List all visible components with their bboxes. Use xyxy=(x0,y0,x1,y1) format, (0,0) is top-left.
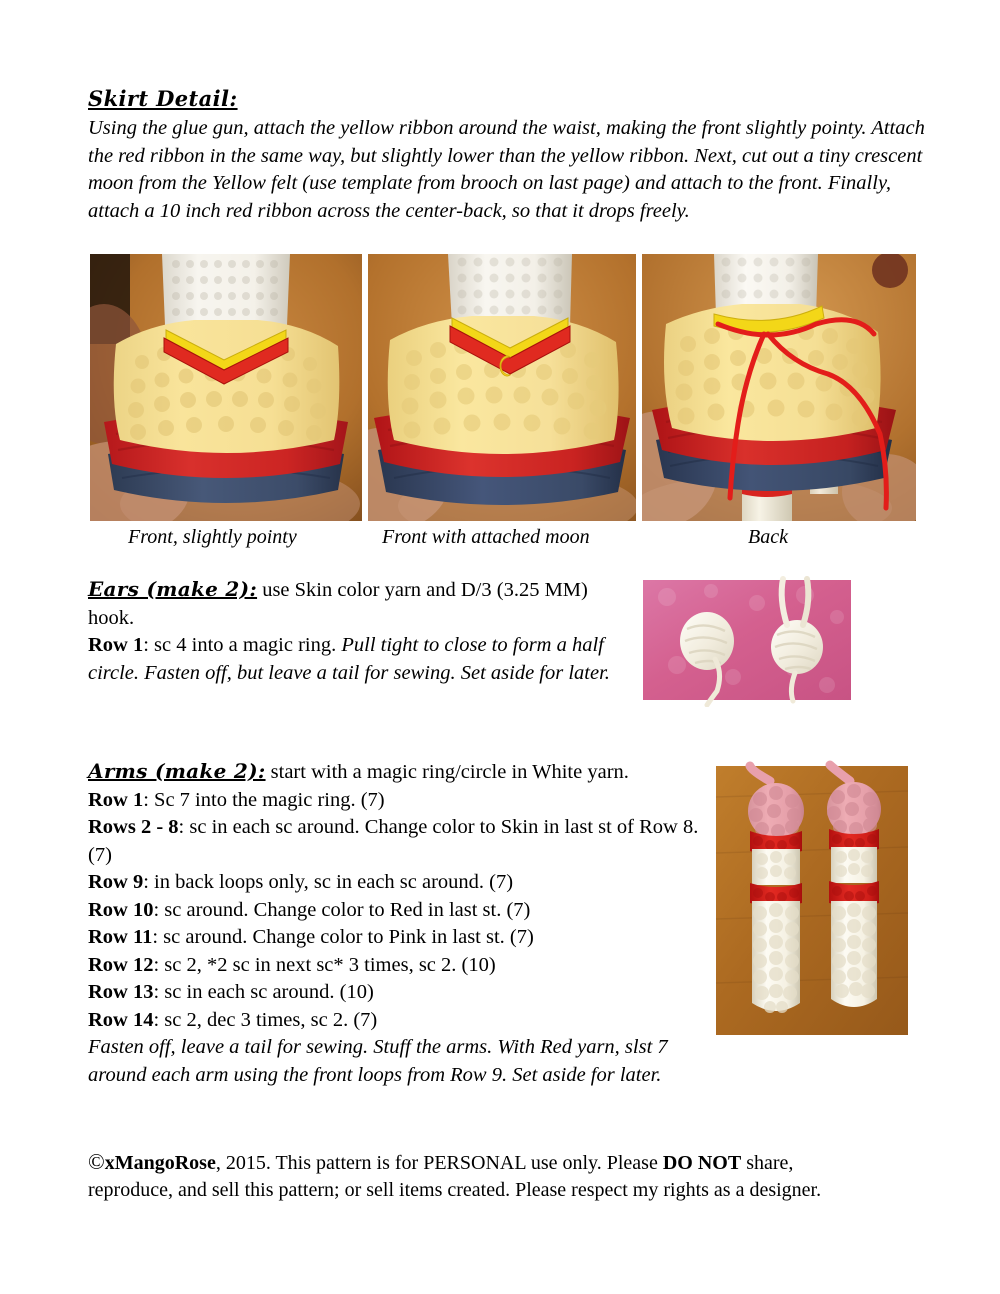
ears-photo xyxy=(637,573,917,707)
skirt-back-photo xyxy=(642,254,916,521)
arms-intro-text: start with a magic ring/circle in White yarn. xyxy=(265,761,629,783)
arms-row-label: Row 13 xyxy=(88,981,154,1003)
skirt-photo-captions xyxy=(90,526,950,554)
do-not-emphasis: DO NOT xyxy=(662,1152,742,1174)
arms-row-text: : sc 2, *2 sc in next sc* 3 times, sc 2. (10) xyxy=(153,953,496,976)
arms-photo xyxy=(712,757,915,1042)
arms-row-label: Row 12 xyxy=(88,953,154,976)
arms-row xyxy=(88,1007,713,1035)
arms-row xyxy=(88,787,713,815)
skirt-photo-row xyxy=(90,254,916,521)
skirt-front-photo xyxy=(90,254,362,521)
arms-row xyxy=(88,814,713,869)
copyright-footer xyxy=(88,1148,908,1204)
arms-row-text: : Sc 7 into the magic ring. (7) xyxy=(143,788,385,811)
arms-row-text: : sc around. Change color to Pink in last st. (7) xyxy=(152,926,534,948)
ears-section xyxy=(88,576,628,687)
ears-row-1-normal: : sc 4 into a magic ring. xyxy=(143,634,342,656)
copyright-line-1 xyxy=(88,1148,908,1177)
copyright-icon: © xyxy=(88,1149,105,1174)
arms-row-text: : sc 2, dec 3 times, sc 2. (7) xyxy=(153,1008,378,1031)
copyright-line-2: reproduce, and sell this pattern; or sell items created. Please respect my rights as a designer. xyxy=(88,1179,822,1201)
skirt-detail-section xyxy=(88,86,948,225)
ears-row-1 xyxy=(88,632,628,687)
author-name: xMangoRose xyxy=(104,1152,216,1174)
ears-intro-text: use Skin color yarn and D/3 (3.25 MM) hook. xyxy=(88,579,588,629)
arms-row-label: Rows 2 - 8 xyxy=(88,816,179,838)
arms-closing-paragraph: Fasten off, leave a tail for sewing. Stuff the arms. With Red yarn, slst 7 around each arm using the front loops from Row 9. Set aside for later. xyxy=(88,1036,668,1086)
arms-row-text: : sc around. Change color to Red in last st. (7) xyxy=(153,898,531,921)
arms-row xyxy=(88,979,713,1007)
arms-row xyxy=(88,897,713,925)
copyright-text-part-1: , 2015. This pattern is for PERSONAL use only. Please xyxy=(215,1152,663,1174)
arms-row-label: Row 14 xyxy=(88,1008,154,1031)
caption-front-moon: Front with attached moon xyxy=(382,526,590,548)
arms-row xyxy=(88,869,713,897)
arms-row xyxy=(88,924,713,952)
arms-heading: Arms (make 2): xyxy=(88,759,266,783)
arms-row-label: Row 9 xyxy=(88,871,144,893)
arms-row-text: : sc in each sc around. (10) xyxy=(153,981,374,1003)
arms-row xyxy=(88,952,713,980)
caption-back: Back xyxy=(748,526,788,548)
arms-row-label: Row 11 xyxy=(88,926,153,948)
ears-heading: Ears (make 2): xyxy=(88,577,258,601)
copyright-text-part-2: share, xyxy=(741,1152,794,1174)
arms-row-text: : in back loops only, sc in each sc around. (7) xyxy=(143,871,514,893)
skirt-front-moon-photo xyxy=(368,254,636,521)
ears-intro-paragraph xyxy=(88,576,628,632)
arms-row-label: Row 1 xyxy=(88,788,144,811)
ears-row-1-label: Row 1 xyxy=(88,634,144,656)
skirt-detail-paragraph: Using the glue gun, attach the yellow ribbon around the waist, making the front slightly pointy. Attach the red ribbon in the same way, but slightly lower than the yellow ribbon. Next, cut out a tiny crescent moon from the Yellow felt (use template from brooch on last page) and attach to the front. Finally, attach a 10 inch red ribbon across the center-back, so that it drops freely. xyxy=(88,117,925,222)
arms-row-label: Row 10 xyxy=(88,898,154,921)
arms-row-text: : sc in each sc around. Change color to Skin in last st of Row 8. (7) xyxy=(88,816,699,866)
arms-intro-paragraph xyxy=(88,758,713,787)
skirt-detail-heading: Skirt Detail: xyxy=(88,86,238,111)
ears-row-1-italic: Pull tight to close to form a half circle. Fasten off, but leave a tail for sewing. Set aside for later. xyxy=(88,634,610,684)
arms-section xyxy=(88,758,713,1089)
caption-front: Front, slightly pointy xyxy=(128,526,297,548)
